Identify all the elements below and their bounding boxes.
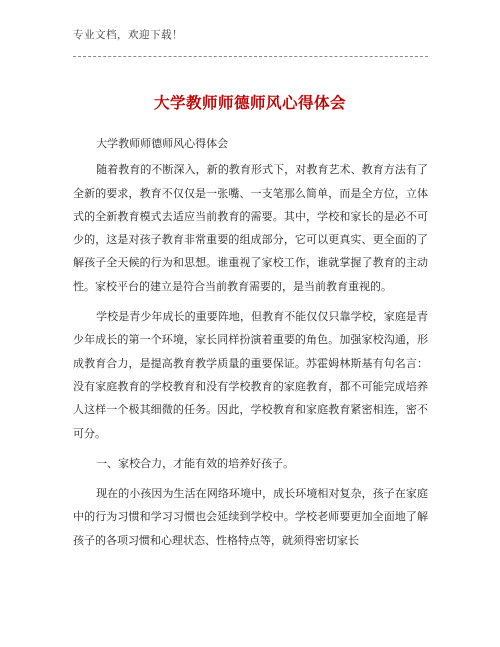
paragraph: 学校是青少年成长的重要阵地，但教育不能仅仅只靠学校，家庭是青少年成长的第一个环境，家长同样扮演着重要的角色。加强家校沟通，形成教育合力，是提高教育教学质量的重要保证。苏霍姆林斯基有句名言：没有家庭教育的学校教育和没有学校教育的家庭教育，都不可能完成培养人这样一个极其细微的任务。因此，学校教育和家庭教育紧密相连，密不可分。 [73,310,428,440]
paragraph: 随着教育的不断深入，新的教育形式下，对教育艺术、教育方法有了全新的要求，教育不仅仅是一张嘴、一支笔那么简单，而是全方位，立体式的全新教育模式去适应当前教育的需要。其中，学校和家长的是必不可少的，这是对孩子教育非常重要的组成部分，它可以更真实、更全面的了解孩子全天候的行为和思想。谁重视了家校工作，谁就掌握了教育的主动性。家校平台的建立是符合当前教育需要的，是当前教育重视的。 [73,163,428,293]
section-heading: 一、家校合力，才能有效的培养好孩子。 [96,456,295,470]
header-divider [73,56,428,57]
paragraph: 现在的小孩因为生活在网络环境中，成长环境相对复杂，孩子在家庭中的行为习惯和学习习惯也会延续到学校中。学校老师要更加全面地了解孩子的各项习惯和心理状态、性格特点等，就须得密切家长 [73,487,428,547]
header-note: 专业文档，欢迎下载！ [73,29,183,41]
document-body [73,132,428,559]
document-subtitle: 大学教师师德师风心得体会 [96,137,229,150]
document-title: 大学教师师德师风心得体会 [153,94,346,112]
